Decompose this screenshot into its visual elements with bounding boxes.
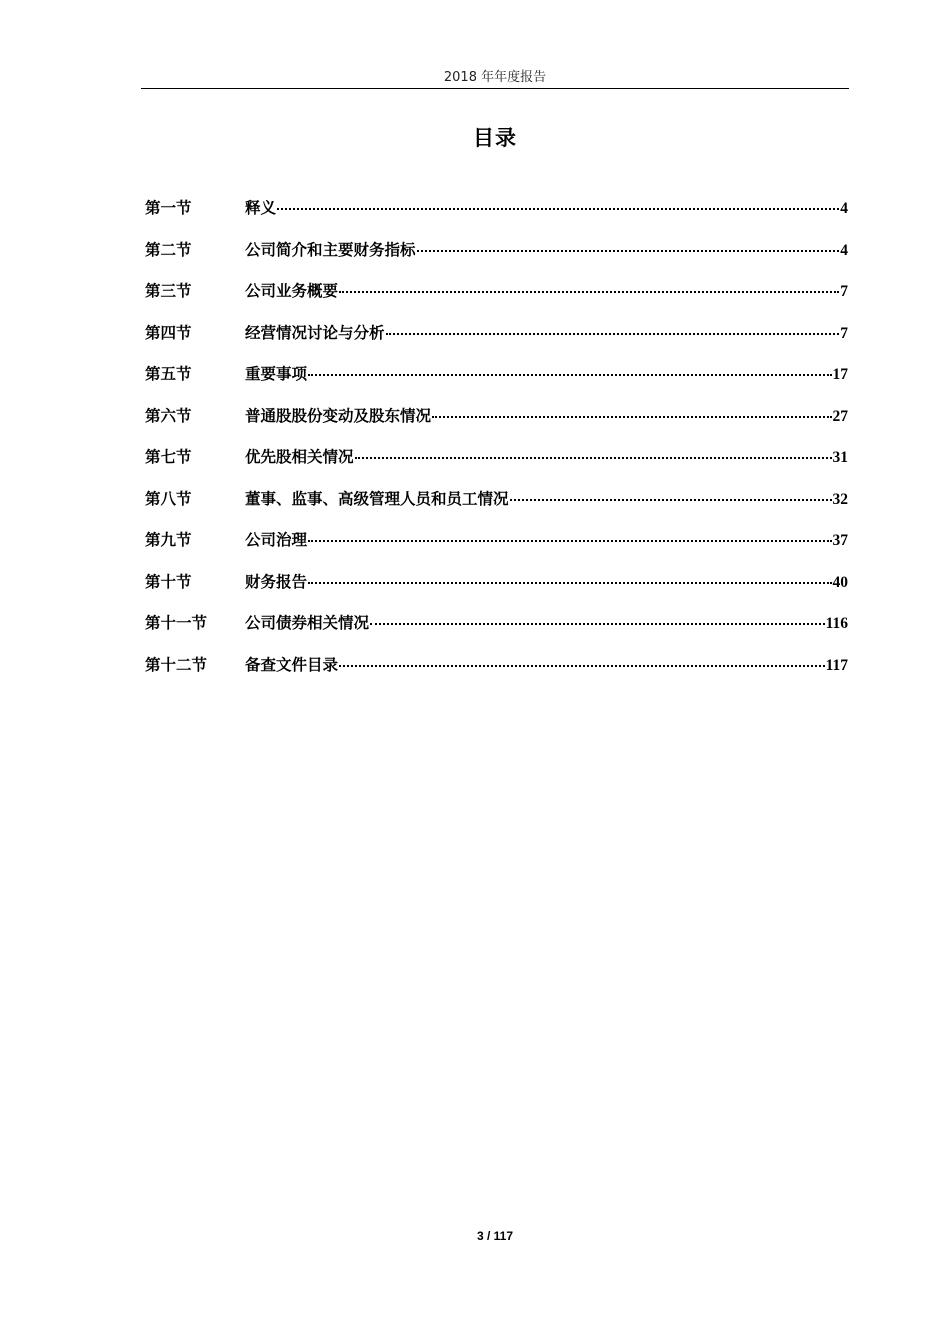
toc-dot-leader <box>308 582 831 584</box>
toc-dot-leader <box>417 250 840 252</box>
toc-page-number: 7 <box>840 324 848 342</box>
toc-page-number: 31 <box>832 449 848 466</box>
toc-page-number: 17 <box>832 366 848 383</box>
toc-section-heading: 优先股相关情况 <box>245 448 354 466</box>
header-divider <box>141 88 849 89</box>
toc-section-number: 第十节 <box>145 572 192 591</box>
toc-title: 目录 <box>473 126 517 150</box>
toc-page-number: 4 <box>840 200 848 217</box>
toc-section-heading: 普通股股份变动及股东情况 <box>245 406 432 425</box>
toc-section-number: 第六节 <box>145 406 192 425</box>
toc-page-number: 40 <box>832 573 848 591</box>
toc-section-heading: 备查文件目录 <box>245 655 339 674</box>
toc-entry[interactable] <box>145 528 848 570</box>
toc-page-number: 4 <box>840 241 848 259</box>
toc-dot-leader <box>386 333 840 335</box>
toc-section-heading: 董事、监事、高级管理人员和员工情况 <box>245 489 509 508</box>
toc-entry[interactable] <box>145 279 848 321</box>
toc-section-number: 第八节 <box>145 489 192 508</box>
toc-dot-leader <box>339 291 839 293</box>
toc-entry[interactable] <box>145 238 848 280</box>
toc-dot-leader <box>355 457 832 459</box>
toc-section-number: 第二节 <box>145 240 192 259</box>
toc-entry[interactable] <box>145 653 848 695</box>
toc-section-heading: 公司债券相关情况 <box>245 614 370 632</box>
toc-dot-leader <box>339 665 825 667</box>
toc-entry[interactable] <box>145 404 848 446</box>
toc-section-heading: 重要事项 <box>245 365 308 383</box>
toc-page-number: 7 <box>840 283 848 300</box>
toc-section-number: 第十一节 <box>145 614 208 632</box>
toc-entry[interactable] <box>145 611 848 653</box>
toc-entry[interactable] <box>145 445 848 487</box>
toc-page-number: 27 <box>832 407 848 425</box>
toc-section-number: 第三节 <box>145 282 192 300</box>
toc-dot-leader <box>370 623 825 625</box>
toc-entry[interactable] <box>145 570 848 612</box>
toc-section-number: 第七节 <box>145 448 192 466</box>
toc-section-number: 第十二节 <box>145 655 208 674</box>
toc-dot-leader <box>432 416 831 418</box>
toc-entry[interactable] <box>145 362 848 404</box>
toc-page-number: 37 <box>832 532 848 549</box>
toc-dot-leader <box>308 374 831 376</box>
toc-section-heading: 公司业务概要 <box>245 282 339 300</box>
toc-section-heading: 财务报告 <box>245 572 308 591</box>
toc-entry[interactable] <box>145 321 848 363</box>
toc-dot-leader <box>277 208 839 210</box>
toc-section-number: 第四节 <box>145 323 192 342</box>
toc-dot-leader <box>308 540 831 542</box>
toc-section-heading: 释义 <box>245 199 277 217</box>
toc-section-heading: 公司简介和主要财务指标 <box>245 240 416 259</box>
toc-section-number: 第五节 <box>145 365 192 383</box>
table-of-contents <box>145 196 848 694</box>
toc-section-heading: 公司治理 <box>245 531 308 549</box>
page-header-title: 2018 年年度报告 <box>443 70 547 85</box>
toc-section-heading: 经营情况讨论与分析 <box>245 323 385 342</box>
toc-page-number: 32 <box>832 490 848 508</box>
toc-entry[interactable] <box>145 487 848 529</box>
toc-section-number: 第九节 <box>145 531 192 549</box>
toc-dot-leader <box>510 499 832 501</box>
page-number-footer: 3 / 117 <box>476 1229 514 1243</box>
toc-entry[interactable] <box>145 196 848 238</box>
toc-page-number: 116 <box>825 615 848 632</box>
toc-section-number: 第一节 <box>145 199 192 217</box>
toc-page-number: 117 <box>825 656 848 674</box>
